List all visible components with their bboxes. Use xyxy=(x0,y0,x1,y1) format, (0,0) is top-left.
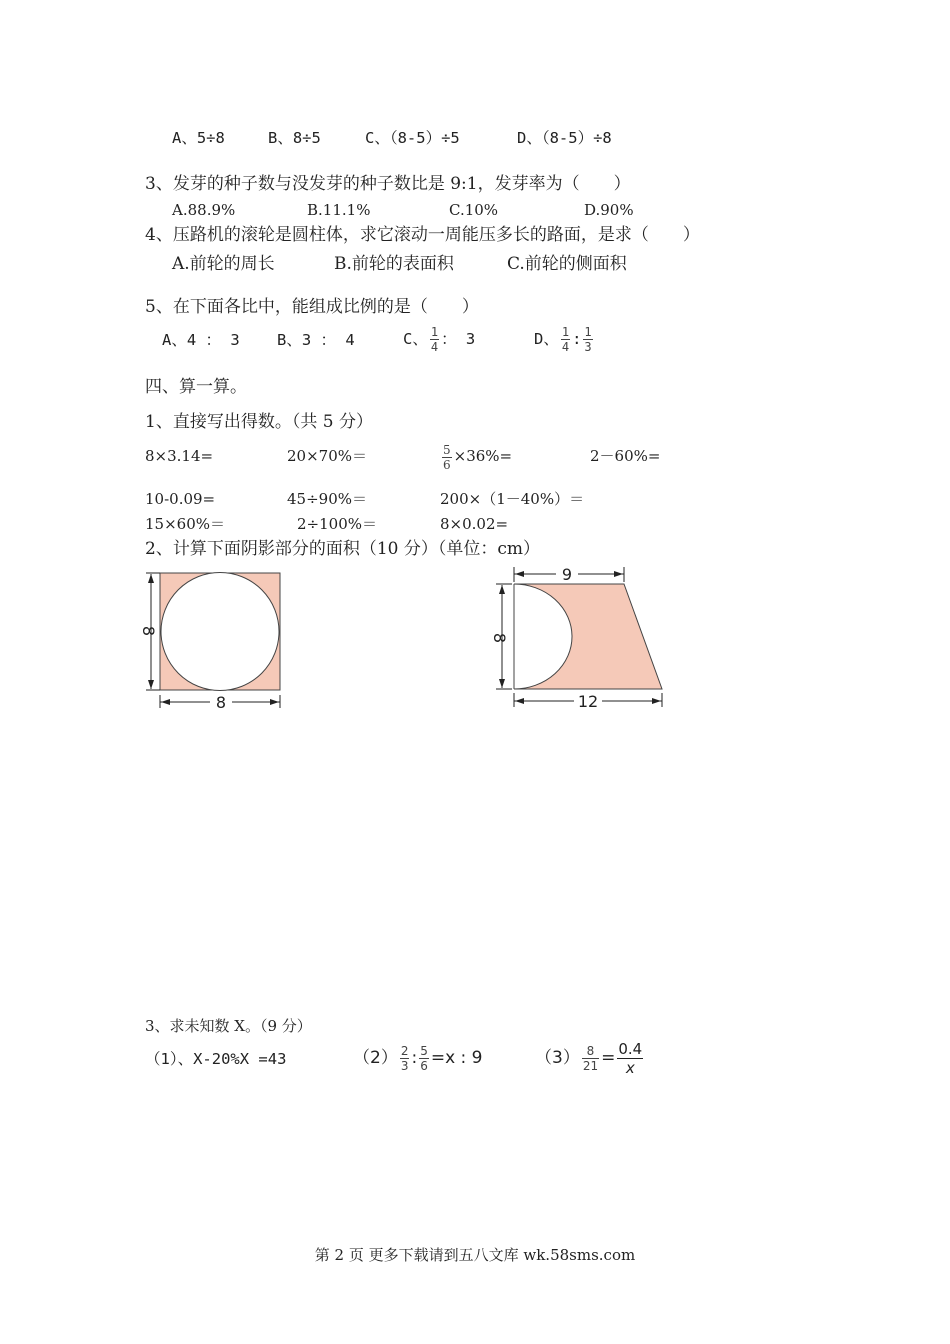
fig2-bottom-label: 12 xyxy=(577,692,599,711)
calc-1-1: 8×3.14= xyxy=(145,447,214,465)
equation-2-label: （2） xyxy=(353,1048,398,1068)
q5-stem: 5、在下面各比中，能组成比例的是（ ） xyxy=(145,297,479,317)
equation-3-fraction-1: $\frac{8}{21}$ xyxy=(582,1043,599,1073)
calc-1-3-fraction: $\frac{5}{6}$ xyxy=(443,442,451,472)
q4-option-c: C.前轮的侧面积 xyxy=(507,254,627,274)
q3-option-b: B.11.1% xyxy=(307,201,371,219)
q5-option-b: B、3 ： 4 xyxy=(277,331,355,349)
q5-option-d: D、 $\frac{1}{4}$ : $\frac{1}{3}$ xyxy=(534,325,592,354)
fig2-side-label: 8 xyxy=(490,632,509,644)
calc-3-3: 8×0.02= xyxy=(440,515,509,533)
fig1-side-label: 8 xyxy=(139,625,158,637)
q5-option-d-fraction-1: $\frac{1}{4}$ xyxy=(561,325,570,354)
equation-2-fraction-1: $\frac{2}{3}$ xyxy=(400,1043,409,1073)
q5-option-c-label: C、 xyxy=(403,330,428,348)
equation-3-equals: = xyxy=(601,1048,616,1068)
q3-option-a: A.88.9% xyxy=(172,201,236,219)
figure-square-circle xyxy=(138,565,293,715)
q4-option-b: B.前轮的表面积 xyxy=(334,254,454,274)
calc-1-4: 2－60%= xyxy=(590,447,661,465)
q5-option-c-ratio: ： 3 xyxy=(441,330,476,348)
calc-2-1: 10-0.09= xyxy=(145,490,216,508)
equation-3-label: （3） xyxy=(535,1048,580,1068)
q4-stem: 4、压路机的滚轮是圆柱体，求它滚动一周能压多长的路面，是求（ ） xyxy=(145,225,700,245)
equation-1: （1）、X-20%X =43 xyxy=(145,1050,287,1068)
equation-2-fraction-2: $\frac{5}{6}$ xyxy=(420,1043,428,1073)
equation-2-rhs: =x : 9 xyxy=(430,1048,483,1068)
calc-3-1: 15×60%＝ xyxy=(145,515,225,533)
calc-1-3: $\frac{5}{6}$ ×36%= xyxy=(443,442,513,472)
q3-stem: 3、发芽的种子数与没发芽的种子数比是 9:1，发芽率为（ ） xyxy=(145,174,631,194)
q3-option-c: C.10% xyxy=(449,201,499,219)
shaded-trapezoid xyxy=(514,584,662,689)
q5-option-d-label: D、 xyxy=(534,330,559,348)
q2-option-d: D、（8-5）÷8 xyxy=(517,129,612,147)
q5-option-c-fraction: $\frac{1}{4}$ xyxy=(430,325,439,354)
fig2-top-label: 9 xyxy=(561,565,573,584)
section-4-title: 四、算一算。 xyxy=(145,377,247,397)
q5-option-c xyxy=(403,319,475,359)
q3-option-d: D.90% xyxy=(584,201,634,219)
equation-3 xyxy=(535,1036,645,1080)
equation-2: （2） $\frac{2}{3}$ : $\frac{5}{6}$ =x : 9 xyxy=(353,1043,483,1073)
calc-1-2: 20×70%＝ xyxy=(287,447,367,465)
q5-option-d-fraction-2: $\frac{1}{3}$ xyxy=(584,325,592,354)
calc-3-2: 2÷100%＝ xyxy=(297,515,377,533)
part-2-title: 2、计算下面阴影部分的面积（10 分）（单位：cm） xyxy=(145,539,540,559)
figure-trapezoid-semicircle xyxy=(488,562,668,712)
inscribed-circle xyxy=(161,573,279,691)
q2-option-a: A、5÷8 xyxy=(172,129,225,147)
calc-2-3: 200×（1－40%）＝ xyxy=(440,490,585,508)
q5-option-a: A、4 ： 3 xyxy=(162,331,240,349)
q4-option-a: A.前轮的周长 xyxy=(172,254,275,274)
page-footer: 第 2 页 更多下载请到五八文库 wk.58sms.com xyxy=(314,1246,636,1264)
fig1-bottom-label: 8 xyxy=(215,693,227,712)
equation-3-fraction-2: $\frac{0.4}{x}$ xyxy=(618,1039,643,1077)
q2-option-b: B、8÷5 xyxy=(268,129,321,147)
q2-option-c: C、（8-5）÷5 xyxy=(365,129,460,147)
part-3-title: 3、求未知数 X。（9 分） xyxy=(145,1017,312,1035)
calc-2-2: 45÷90%＝ xyxy=(287,490,367,508)
part-1-title: 1、直接写出得数。（共 5 分） xyxy=(145,412,373,432)
